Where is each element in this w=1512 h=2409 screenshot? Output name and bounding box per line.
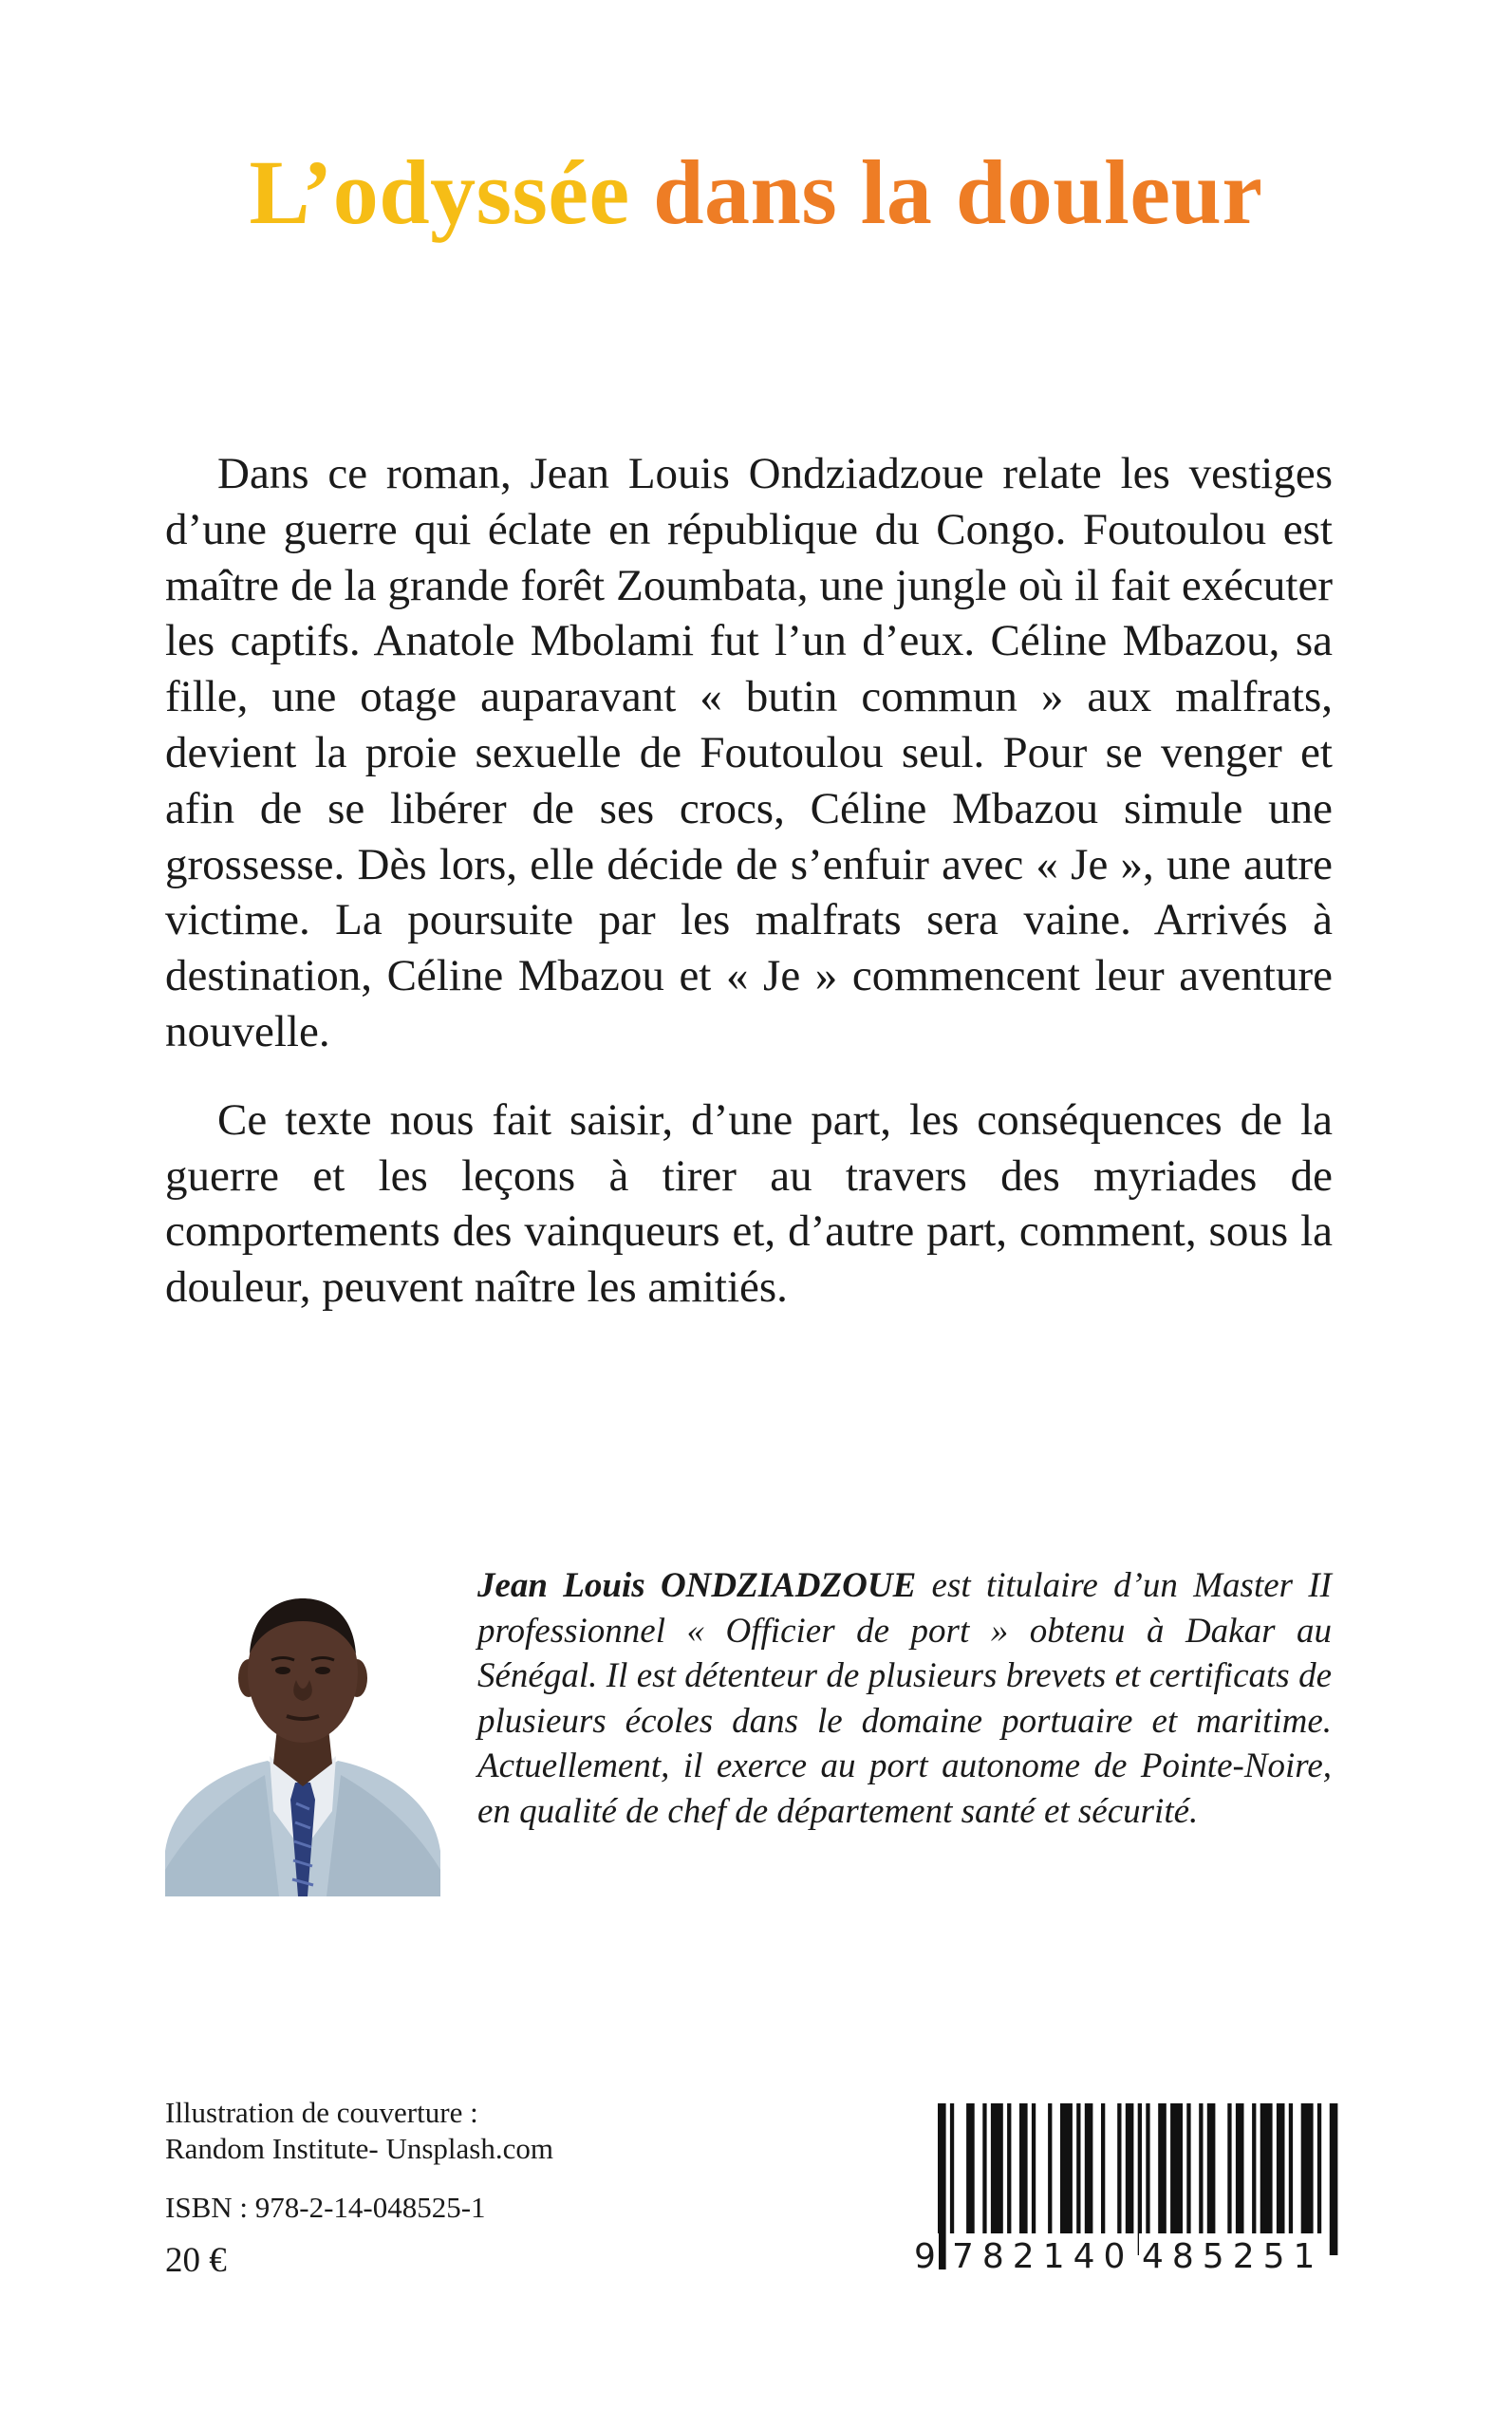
barcode-bar — [1032, 2103, 1036, 2255]
title-part-2: dans la douleur — [653, 141, 1263, 243]
cover-credit-label: Illustration de couverture : — [165, 2096, 478, 2129]
barcode-left-digits: 782140 — [949, 2233, 1136, 2281]
title-part-1: L’odyssée — [249, 141, 630, 243]
barcode-bar — [991, 2103, 1003, 2255]
barcode-bar — [1076, 2103, 1080, 2255]
barcode-bar — [1330, 2103, 1338, 2255]
cover-credits — [165, 2095, 553, 2167]
cover-credit-source: Random Institute- Unsplash.com — [165, 2132, 553, 2165]
barcode-right-digits: 485251 — [1139, 2233, 1326, 2281]
book-title — [0, 142, 1512, 243]
book-blurb — [165, 446, 1333, 1316]
barcode-bar — [1146, 2103, 1149, 2255]
author-photo — [165, 1566, 440, 1896]
barcode-bar — [1007, 2103, 1011, 2255]
barcode-bar — [1138, 2103, 1142, 2255]
barcode-digits — [911, 2233, 1338, 2281]
barcode-bar — [1301, 2103, 1314, 2255]
isbn-text: ISBN : 978-2-14-048525-1 — [165, 2191, 486, 2224]
barcode-bar — [1199, 2103, 1203, 2255]
barcode-bar — [1170, 2103, 1183, 2255]
barcode-bar — [1252, 2103, 1256, 2255]
barcode-lead-digit: 9 — [911, 2233, 939, 2281]
barcode-bar — [1186, 2103, 1190, 2255]
blurb-paragraph-1: Dans ce roman, Jean Louis Ondziadzoue relate les vestiges d’une guerre qui éclate en république du Congo. Foutoulou est maître de la grande forêt Zoumbata, une jungle où il fait exécuter les captifs. Anatole Mbolami fut l’un d’eux. Céline Mbazou, sa fille, une otage auparavant « butin commun » aux malfrats, devient la proie sexuelle de Foutoulou seul. Pour se venger et afin de se libérer de ses crocs, Céline Mbazou simule une grossesse. Dès lors, elle décide de s’enfuir avec « Je », une autre victime. La poursuite par les malfrats sera vaine. Arrivés à destination, Céline Mbazou et « Je » commencent leur aventure nouvelle. — [165, 449, 1333, 1056]
barcode-bar — [1227, 2103, 1231, 2255]
author-bio-text: est titulaire d’un Master II professionnel « Officier de port » obtenu à Dakar au Sénégal. Il est détenteur de plusieurs brevets et certificats de plusieurs écoles dans le domaine portuaire et maritime. Actuellement, il exerce au port autonome de Pointe-Noire, en qualité de chef de département santé et sécurité. — [477, 1566, 1333, 1831]
barcode-bar — [1101, 2103, 1105, 2255]
barcode-bar — [1277, 2103, 1285, 2255]
barcode-bar — [1236, 2103, 1244, 2255]
barcode-bar — [1289, 2103, 1293, 2255]
author-name: Jean Louis ONDZIADZOUE — [477, 1566, 917, 1605]
barcode-bar — [1019, 2103, 1028, 2255]
barcode-bar — [1048, 2103, 1052, 2255]
price-text: 20 € — [165, 2241, 227, 2280]
barcode-bar — [1260, 2103, 1273, 2255]
barcode-bar — [1085, 2103, 1093, 2255]
barcode-bar — [1117, 2103, 1121, 2255]
barcode-bar — [1126, 2103, 1134, 2255]
barcode-bar — [1060, 2103, 1073, 2255]
blurb-paragraph-2: Ce texte nous fait saisir, d’une part, les conséquences de la guerre et les leçons à tirer au travers des myriades de comportements des vainqueurs et, d’autre part, comment, sous la douleur, peuvent naître les amitiés. — [165, 1094, 1333, 1313]
barcode-bar — [1317, 2103, 1321, 2255]
barcode-bar — [982, 2103, 986, 2255]
barcode-bar — [1158, 2103, 1167, 2255]
barcode-bar — [966, 2103, 975, 2255]
author-bio — [477, 1563, 1332, 1834]
